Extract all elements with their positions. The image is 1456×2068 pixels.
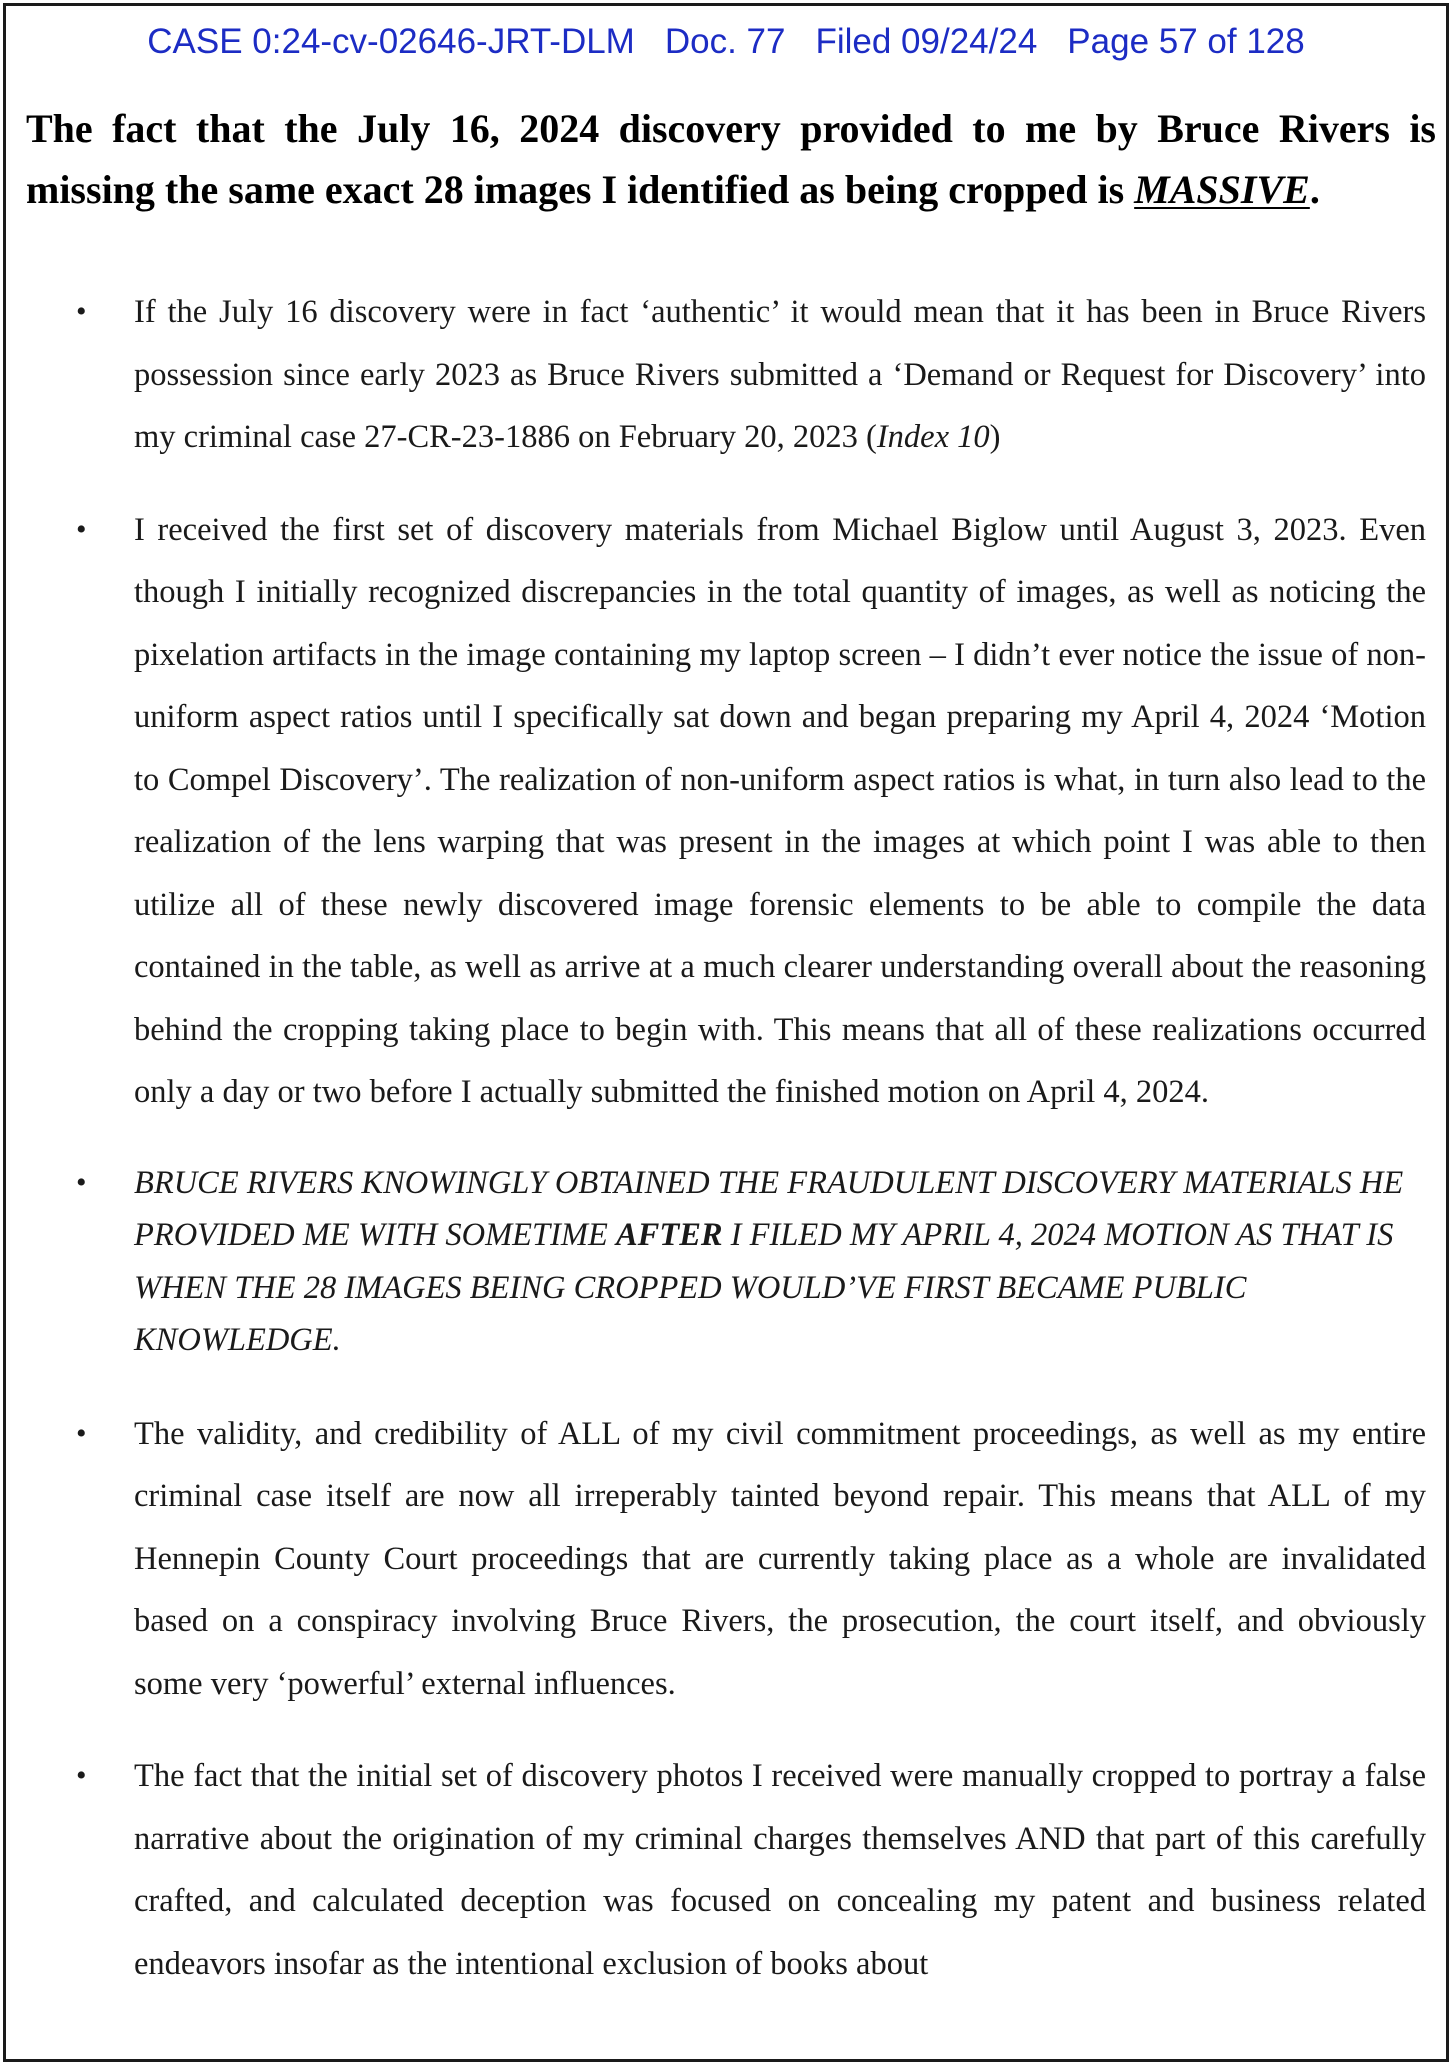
list-item: [6, 1157, 1446, 1367]
bullet-icon: •: [76, 512, 87, 546]
bullet-icon: •: [76, 1165, 87, 1199]
headline: [26, 98, 1436, 220]
bullet-text-after: I FILED MY APRIL 4, 2024 MOTION AS THAT IS WHEN THE 28 IMAGES BEING CROPPED WOULD’VE FIRST BECAME PUBLIC KNOWLEDGE.: [134, 1217, 1394, 1358]
headline-end: .: [1309, 167, 1320, 212]
headline-emphasis: MASSIVE: [1134, 167, 1310, 212]
bullet-icon: •: [76, 1416, 87, 1450]
index-reference: Index 10: [876, 419, 990, 455]
bullet-text-end: ): [989, 419, 1001, 455]
headline-text: The fact that the July 16, 2024 discovery provided to me by Bruce Rivers is missing the same exact 28 images I identified as being cropped is: [26, 106, 1436, 212]
filed-date: Filed 09/24/24: [815, 22, 1038, 61]
case-header: [6, 20, 1446, 64]
list-item: [6, 499, 1446, 1124]
bullet-icon: •: [76, 295, 87, 328]
case-number: CASE 0:24-cv-02646-JRT-DLM: [147, 22, 635, 61]
list-item: [6, 281, 1446, 469]
list-item: [6, 1403, 1446, 1716]
page-number: Page 57 of 128: [1067, 22, 1305, 61]
document-page: [3, 3, 1449, 2062]
bullet-list: [6, 281, 1446, 1995]
bullet-text: The validity, and credibility of ALL of my civil commitment proceedings, as well as my entire criminal case itself are now all irreperably tainted beyond repair. This means that ALL of my Hennepin County Court proceedings that are currently taking place as a whole are invalidated based on a conspiracy involving Bruce Rivers, the prosecution, the court itself, and obviously some very ‘powerful’ external influences.: [134, 1415, 1426, 1702]
bullet-text: If the July 16 discovery were in fact ‘authentic’ it would mean that it has been in Bruce Rivers possession since early 2023 as Bruce Rivers submitted a ‘Demand or Request for Discovery’ into my criminal case 27-CR-23-1886 on February 20, 2023 (: [134, 294, 1426, 455]
doc-number: Doc. 77: [664, 22, 786, 61]
bullet-text: I received the first set of discovery materials from Michael Biglow until August 3, 2023. Even though I initially recognized discrepancies in the total quantity of images, as well as noticing the pixelation artifacts in the image containing my laptop screen – I didn’t ever notice the issue of non-uniform aspect ratios until I specifically sat down and began preparing my April 4, 2024 ‘Motion to Compel Discovery’. The realization of non-uniform aspect ratios is what, in turn also lead to the realization of the lens warping that was present in the images at which point I was able to then utilize all of these newly discovered image forensic elements to be able to compile the data contained in the table, as well as arrive at a much clearer understanding overall about the reasoning behind the cropping taking place to begin with. This means that all of these realizations occurred only a day or two before I actually submitted the finished motion on April 4, 2024.: [134, 511, 1426, 1110]
bullet-text: The fact that the initial set of discovery photos I received were manually cropped to portray a false narrative about the origination of my criminal charges themselves AND that part of this carefully crafted, and calculated deception was focused on concealing my patent and business related endeavors insofar as the intentional exclusion of books about: [134, 1758, 1426, 1982]
bullet-icon: •: [76, 1759, 87, 1792]
bullet-text-before: BRUCE RIVERS KNOWINGLY OBTAINED THE FRAUDULENT DISCOVERY MATERIALS HE PROVIDED ME WITH SOMETIME: [134, 1164, 1404, 1253]
bullet-text: [134, 1157, 1424, 1367]
list-item: [6, 1745, 1446, 1995]
bullet-text-bold: AFTER: [615, 1217, 723, 1253]
